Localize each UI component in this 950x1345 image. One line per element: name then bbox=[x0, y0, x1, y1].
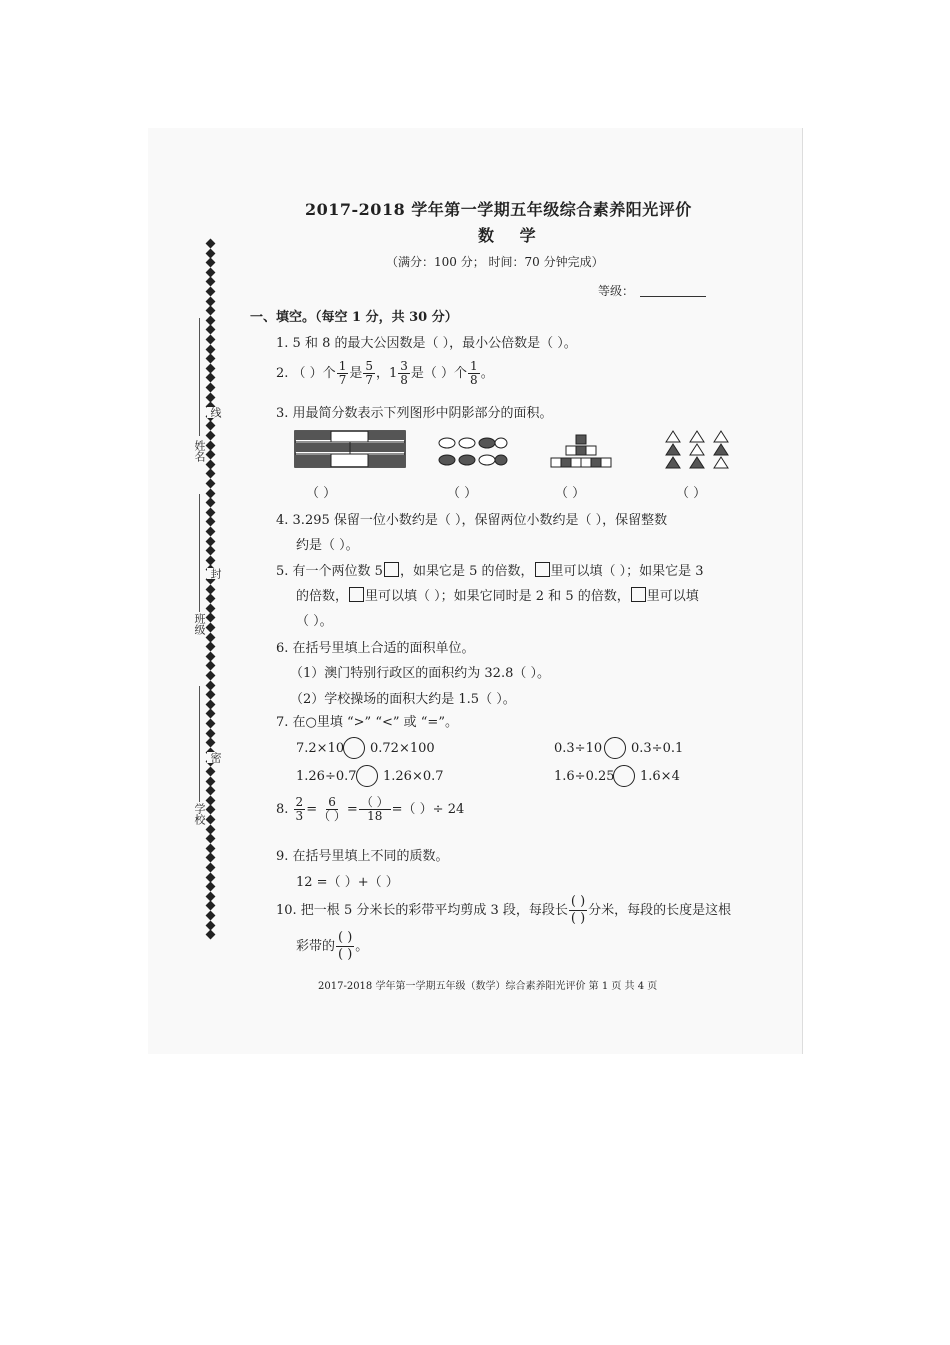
q8-number: 8. bbox=[276, 802, 289, 817]
binding-diamond bbox=[206, 853, 216, 863]
question-10-line-2 bbox=[296, 930, 368, 963]
secret-mark: 密 bbox=[209, 752, 222, 763]
q5-text-3: 里可以填（ ）；如果它是 3 bbox=[550, 564, 704, 579]
question-1: 1. 5 和 8 的最大公因数是（ ），最小公倍数是（ ）。 bbox=[276, 336, 577, 351]
binding-diamond bbox=[206, 728, 216, 738]
binding-diamond bbox=[206, 306, 216, 316]
binding-diamond bbox=[206, 469, 216, 479]
q2-text-1: （ ）个 bbox=[292, 366, 336, 381]
question-6-1: （1）澳门特别行政区的面积约为 32.8（ ）。 bbox=[290, 666, 550, 681]
binding-diamond bbox=[206, 383, 216, 393]
binding-diamond bbox=[206, 834, 216, 844]
q5-text-1: 5. 有一个两位数 5 bbox=[276, 564, 383, 579]
figure-triangles bbox=[664, 430, 736, 470]
figure-square-pyramid bbox=[548, 434, 616, 470]
question-5-line-3: （ ）。 bbox=[296, 614, 333, 629]
question-2 bbox=[276, 360, 494, 387]
q7-right-3: 1.26×0.7 bbox=[383, 769, 444, 784]
grade-blank bbox=[640, 296, 706, 297]
compare-circle[interactable] bbox=[613, 765, 635, 787]
question-9: 9. 在括号里填上不同的质数。 bbox=[276, 849, 449, 864]
q8-fraction-1: $\frac{2}{3}$ bbox=[295, 795, 304, 823]
q10-text-1: 10. 把一根 5 分米长的彩带平均剪成 3 段，每段长 bbox=[276, 903, 568, 918]
binding-diamond bbox=[206, 431, 216, 441]
binding-diamond bbox=[206, 661, 216, 671]
binding-diamond bbox=[206, 594, 216, 604]
binding-diamond bbox=[206, 632, 216, 642]
compare-circle[interactable] bbox=[343, 737, 365, 759]
q5-text-4: 的倍数， bbox=[296, 589, 349, 604]
binding-diamond bbox=[206, 776, 216, 786]
binding-diamond bbox=[206, 805, 216, 815]
binding-diamond bbox=[206, 296, 216, 306]
figure-striped-rectangle bbox=[294, 430, 406, 468]
binding-diamond bbox=[206, 287, 216, 297]
q10-text-3: 彩带的 bbox=[296, 939, 336, 954]
digit-box-ref bbox=[349, 587, 364, 602]
binding-diamond bbox=[206, 248, 216, 258]
binding-diamond bbox=[206, 421, 216, 431]
q2-text-2: 是 bbox=[349, 366, 363, 381]
binding-diamond bbox=[206, 450, 216, 460]
q2-text-5: 。 bbox=[480, 366, 494, 381]
q8-tail: =（ ）÷ 24 bbox=[391, 802, 465, 817]
question-6-2: （2）学校操场的面积大约是 1.5（ ）。 bbox=[290, 692, 516, 707]
q2-fraction-2: $\frac{5}{7}$ bbox=[365, 359, 373, 387]
q7-left-3: 1.26÷0.7 bbox=[296, 769, 357, 784]
binding-diamond bbox=[206, 373, 216, 383]
binding-diamond bbox=[206, 642, 216, 652]
q7-right-1: 0.72×100 bbox=[370, 741, 435, 756]
q10-text-2: 分米，每段的长度是这根 bbox=[588, 903, 732, 918]
q5-text-6: 里可以填 bbox=[646, 589, 699, 604]
question-8: 8. $\frac{2}{3}$ = $\frac{6}{( )}$ = $\frac{( )}{18}$ =（ ）÷ 24 bbox=[276, 795, 465, 823]
name-label: 姓名 bbox=[193, 440, 206, 462]
binding-diamond bbox=[206, 882, 216, 892]
question-5-line-2 bbox=[296, 585, 699, 604]
q5-text-5: 里可以填（ ）；如果它同时是 2 和 5 的倍数， bbox=[365, 589, 630, 604]
class-line bbox=[199, 494, 200, 612]
compare-circle[interactable] bbox=[356, 765, 378, 787]
q8-fraction-2: $\frac{6}{( )}$ bbox=[318, 795, 346, 823]
question-6: 6. 在括号里填上合适的面积单位。 bbox=[276, 641, 475, 656]
q7-right-2: 0.3÷0.1 bbox=[631, 741, 684, 756]
question-10-line-1 bbox=[276, 894, 731, 927]
q2-text-3: ，1 bbox=[375, 366, 398, 381]
binding-diamond bbox=[206, 767, 216, 777]
q2-fraction-3: $\frac{3}{8}$ bbox=[400, 359, 408, 387]
binding-diamond bbox=[206, 690, 216, 700]
binding-diamond bbox=[206, 680, 216, 690]
seal-mark: 封 bbox=[209, 568, 222, 579]
class-label: 班级 bbox=[193, 613, 206, 635]
q10-text-4: 。 bbox=[355, 939, 369, 954]
q7-left-1: 7.2×10 bbox=[296, 741, 345, 756]
figure-ovals bbox=[437, 434, 509, 470]
binding-diamond bbox=[206, 479, 216, 489]
page-footer: 2017-2018 学年第一学期五年级（数学）综合素养阳光评价 第 1 页 共 4 页 bbox=[318, 981, 658, 992]
school-label: 学校 bbox=[193, 803, 206, 825]
binding-diamond bbox=[206, 815, 216, 825]
binding-diamond bbox=[206, 709, 216, 719]
question-4-line-2: 约是（ ）。 bbox=[296, 538, 359, 553]
binding-diamond bbox=[206, 863, 216, 873]
binding-diamond bbox=[206, 335, 216, 345]
seal-line-mark: 线 bbox=[209, 407, 222, 418]
exam-meta: （满分：100 分； 时间：70 分钟完成） bbox=[386, 255, 604, 269]
binding-diamond bbox=[206, 872, 216, 882]
exam-title: 2017-2018 学年第一学期五年级综合素养阳光评价 bbox=[305, 200, 692, 219]
binding-diamond bbox=[206, 498, 216, 508]
binding-diamond bbox=[206, 671, 216, 681]
binding-diamond bbox=[206, 613, 216, 623]
school-line bbox=[199, 686, 200, 802]
binding-diamond bbox=[206, 527, 216, 537]
binding-diamond bbox=[206, 536, 216, 546]
q3-blank-4[interactable]: （ ） bbox=[676, 486, 707, 501]
binding-diamond bbox=[206, 901, 216, 911]
digit-box-ref bbox=[535, 562, 550, 577]
binding-diamond bbox=[206, 258, 216, 268]
binding-diamond bbox=[206, 517, 216, 527]
binding-diamond bbox=[206, 738, 216, 748]
binding-diamond bbox=[206, 584, 216, 594]
binding-diamond-line bbox=[205, 240, 219, 946]
grade-label: 等级： bbox=[598, 284, 635, 298]
subject-title: 数 学 bbox=[478, 226, 546, 245]
q3-blank-3[interactable]: （ ） bbox=[555, 486, 586, 501]
section-heading: 一、填空。（每空 1 分，共 30 分） bbox=[250, 310, 458, 325]
q10-fraction-1[interactable]: $\frac{( )}{( )}$ bbox=[570, 894, 586, 926]
binding-diamond bbox=[206, 623, 216, 633]
binding-diamond bbox=[206, 824, 216, 834]
binding-diamond bbox=[206, 911, 216, 921]
compare-circle[interactable] bbox=[604, 737, 626, 759]
digit-box-ref bbox=[631, 587, 646, 602]
q7-left-4: 1.6÷0.25 bbox=[554, 769, 615, 784]
binding-diamond bbox=[206, 786, 216, 796]
q7-right-4: 1.6×4 bbox=[640, 769, 680, 784]
binding-diamond bbox=[206, 920, 216, 930]
name-line bbox=[199, 318, 200, 436]
question-4-line-1: 4. 3.295 保留一位小数约是（ ），保留两位小数约是（ ），保留整数 bbox=[276, 513, 668, 528]
binding-diamond bbox=[206, 325, 216, 335]
question-5-line-1 bbox=[276, 560, 704, 579]
binding-diamond bbox=[206, 344, 216, 354]
q2-text-4: 是（ ）个 bbox=[410, 366, 468, 381]
q3-blank-2[interactable]: （ ） bbox=[447, 486, 478, 501]
binding-diamond bbox=[206, 719, 216, 729]
question-9-equation: 12 =（ ）+（ ） bbox=[296, 875, 399, 890]
binding-diamond bbox=[206, 277, 216, 287]
q3-blank-1[interactable]: （ ） bbox=[306, 486, 337, 501]
binding-diamond bbox=[206, 440, 216, 450]
binding-diamond bbox=[206, 546, 216, 556]
q8-fraction-3: $\frac{( )}{18}$ bbox=[360, 795, 389, 823]
question-7: 7. 在○里填 “>” “<” 或 “=”。 bbox=[276, 715, 458, 730]
q2-number: 2. bbox=[276, 366, 289, 381]
binding-diamond bbox=[206, 354, 216, 364]
binding-diamond bbox=[206, 239, 216, 249]
question-3: 3. 用最简分数表示下列图形中阴影部分的面积。 bbox=[276, 406, 553, 421]
q10-fraction-2[interactable]: $\frac{( )}{( )}$ bbox=[338, 930, 353, 962]
q5-text-2: ，如果它是 5 的倍数， bbox=[399, 564, 534, 579]
q2-fraction-1: $\frac{1}{7}$ bbox=[338, 359, 347, 387]
digit-box[interactable] bbox=[384, 562, 399, 577]
binding-diamond bbox=[206, 392, 216, 402]
q7-left-2: 0.3÷10 bbox=[554, 741, 603, 756]
binding-diamond bbox=[206, 930, 216, 940]
binding-diamond bbox=[206, 488, 216, 498]
q2-fraction-4: $\frac{1}{8}$ bbox=[470, 359, 478, 387]
